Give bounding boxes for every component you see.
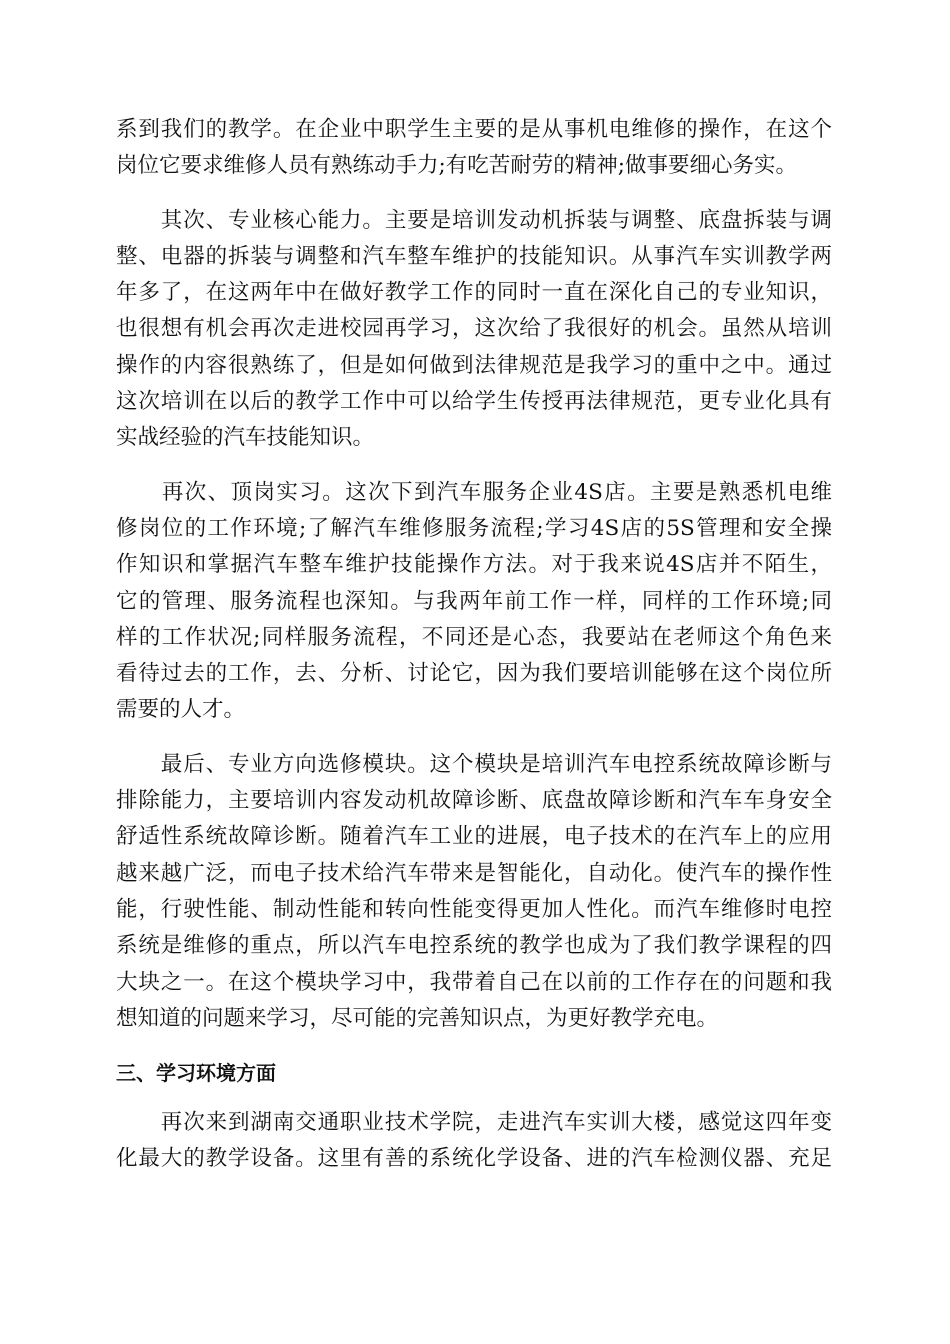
paragraph-4 [116, 747, 832, 1037]
text-line: 系统是维修的重点，所以汽车电控系统的教学也成为了我们教学课程的四 [116, 933, 832, 959]
text-line: 越来越广泛，而电子技术给汽车带来是智能化，自动化。使汽车的操作性 [116, 860, 832, 886]
text-line: 再次、顶岗实习。这次下到汽车服务企业4S店。主要是熟悉机电维 [116, 479, 832, 505]
paragraph-1 [116, 112, 832, 185]
text-line: 也很想有机会再次走进校园再学习，这次给了我很好的机会。虽然从培训 [116, 316, 832, 342]
section-heading: 三、学习环境方面 [116, 1061, 276, 1086]
text-line: 它的管理、服务流程也深知。与我两年前工作一样，同样的工作环境;同 [116, 588, 832, 614]
text-line: 舒适性系统故障诊断。随着汽车工业的进展，电子技术的在汽车上的应用 [116, 824, 832, 850]
text-line: 操作的内容很熟练了，但是如何做到法律规范是我学习的重中之中。通过 [116, 352, 832, 378]
paragraph-5 [116, 1105, 832, 1178]
text-line: 再次来到湖南交通职业技术学院，走进汽车实训大楼，感觉这四年变 [116, 1110, 832, 1136]
text-line: 想知道的问题来学习，尽可能的完善知识点，为更好教学充电。 [116, 1005, 719, 1031]
text-line: 实战经验的汽车技能知识。 [116, 425, 375, 451]
document-page [116, 112, 832, 1196]
text-line: 样的工作状况;同样服务流程，不同还是心态，我要站在老师这个角色来 [116, 624, 832, 650]
text-line: 最后、专业方向选修模块。这个模块是培训汽车电控系统故障诊断与 [116, 751, 832, 777]
text-line: 看待过去的工作，去、分析、讨论它，因为我们要培训能够在这个岗位所 [116, 661, 832, 687]
text-line: 整、电器的拆装与调整和汽车整车维护的技能知识。从事汽车实训教学两 [116, 243, 832, 269]
text-line: 大块之一。在这个模块学习中，我带着自己在以前的工作存在的问题和我 [116, 969, 832, 995]
text-line: 年多了，在这两年中在做好教学工作的同时一直在深化自己的专业知识， [116, 280, 832, 306]
text-line: 岗位它要求维修人员有熟练动手力;有吃苦耐劳的精神;做事要细心务实。 [116, 153, 797, 179]
text-line: 能，行驶性能、制动性能和转向性能变得更加人性化。而汽车维修时电控 [116, 896, 832, 922]
text-line: 系到我们的教学。在企业中职学生主要的是从事机电维修的操作，在这个 [116, 117, 832, 142]
text-line: 这次培训在以后的教学工作中可以给学生传授再法律规范，更专业化具有 [116, 389, 832, 415]
text-line: 修岗位的工作环境;了解汽车维修服务流程;学习4S店的5S管理和安全操 [116, 515, 832, 541]
text-line: 其次、专业核心能力。主要是培训发动机拆装与调整、底盘拆装与调 [116, 207, 832, 233]
paragraph-2 [116, 203, 832, 457]
text-line: 作知识和掌据汽车整车维护技能操作方法。对于我来说4S店并不陌生， [116, 552, 832, 578]
paragraph-3 [116, 475, 832, 729]
text-line: 排除能力，主要培训内容发动机故障诊断、底盘故障诊断和汽车车身安全 [116, 788, 832, 814]
text-line: 需要的人才。 [116, 697, 246, 723]
text-line: 化最大的教学设备。这里有善的系统化学设备、进的汽车检测仪器、充足 [116, 1146, 832, 1172]
